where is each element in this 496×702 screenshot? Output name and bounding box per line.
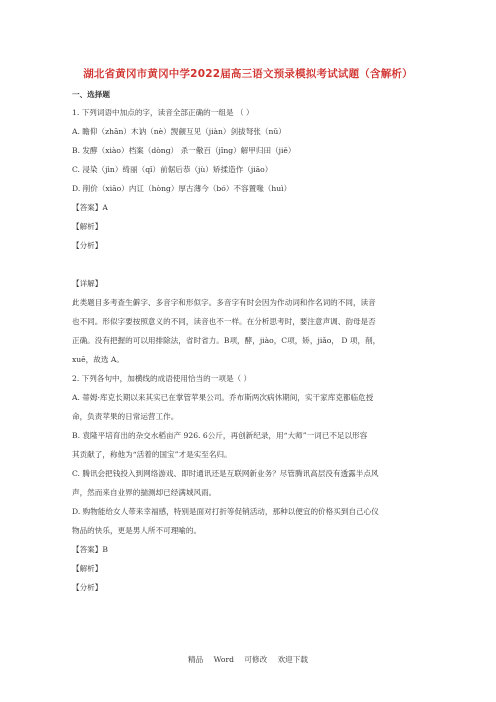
question-1-detail-line: 也不同。形似字要按照意义的不同，读音也不一样。在分析思考时，要注意声调、韵母是否	[72, 317, 376, 326]
page-title: 湖北省黄冈市黄冈中学2022届高三语文预录模拟考试试题（含解析）	[83, 68, 413, 80]
question-2-option-c-cont: 声，然而来自业界的揣测却已经满城风雨。	[72, 488, 217, 497]
question-1-option-d: D. 削价（xiāo）内讧（hòng）厚古薄今（bó）不容置喙（huì）	[72, 184, 292, 193]
question-1-detail-line: 此类题目多考查生僻字、多音字和形似字。多音字有时会因为作动词和作名词的不同，读音	[72, 298, 376, 307]
question-1-answer: 【答案】A	[72, 203, 108, 212]
section-heading: 一、选择题	[72, 90, 110, 99]
question-1-fenxi-label: 【分析】	[72, 241, 103, 250]
question-1-option-b: B. 发酵（xiào）档案（dòng） 杀一儆百（jǐng）解甲归田（jiě）	[72, 146, 296, 155]
question-1-detail-line: 正确。没有把握的可以用排除法，省时省力。B项，酵，jiào，C项，矫，jiǎo， D 项，削，	[72, 336, 381, 345]
question-2-option-a-cont: 命，负责苹果的日常运营工作。	[72, 412, 179, 421]
question-2-option-b: B. 袁隆平培育出的杂交水稻亩产 926. 6公斤，再创新纪录，用“大师”一词已不足以形容	[72, 431, 368, 440]
question-1-detail-line: xuē，故选 A。	[72, 355, 124, 364]
question-1-stem: 1. 下列词语中加点的字，读音全部正确的一组是 （ ）	[72, 108, 254, 117]
question-2-jiexi-label: 【解析】	[72, 564, 103, 573]
question-2-answer: 【答案】B	[72, 545, 108, 554]
question-2-option-a: A. 蒂姆·库克长期以来其实已在掌管苹果公司。乔布斯两次病休期间，实干家库克都临危授	[72, 393, 374, 402]
question-2-stem: 2. 下列各句中，加横线的成语使用恰当的一项是（ ）	[72, 374, 252, 383]
question-2-option-d-cont: 物品的快乐，更是男人所不可理喻的。	[72, 526, 202, 535]
question-1-detail-label: 【详解】	[72, 279, 103, 288]
question-2-fenxi-label: 【分析】	[72, 583, 103, 592]
question-2-option-d: D. 购物能给女人带来幸福感，特别是面对打折等促销活动，那种以便宜的价格买到自己心仪	[72, 507, 379, 516]
question-1-option-a: A. 瞻仰（zhān）木讷（nè）觊觎互见（jiàn）剑拔弩张（nǔ）	[72, 127, 286, 136]
question-2-option-b-cont: 其贡献了，称他为“活着的国宝”才是实至名归。	[72, 450, 232, 459]
question-1-jiexi-label: 【解析】	[72, 222, 103, 231]
page-footer: 精品 Word 可修改 欢迎下载	[188, 655, 308, 664]
question-1-option-c: C. 浸染（jìn）绮丽（qǐ）前倨后恭（jù）矫揉造作（jiāo）	[72, 165, 273, 174]
question-2-option-c: C. 腾讯会把钱投入到网络游戏、即时通讯还是互联网新业务？尽管腾讯高层没有透露半点风	[72, 469, 379, 478]
